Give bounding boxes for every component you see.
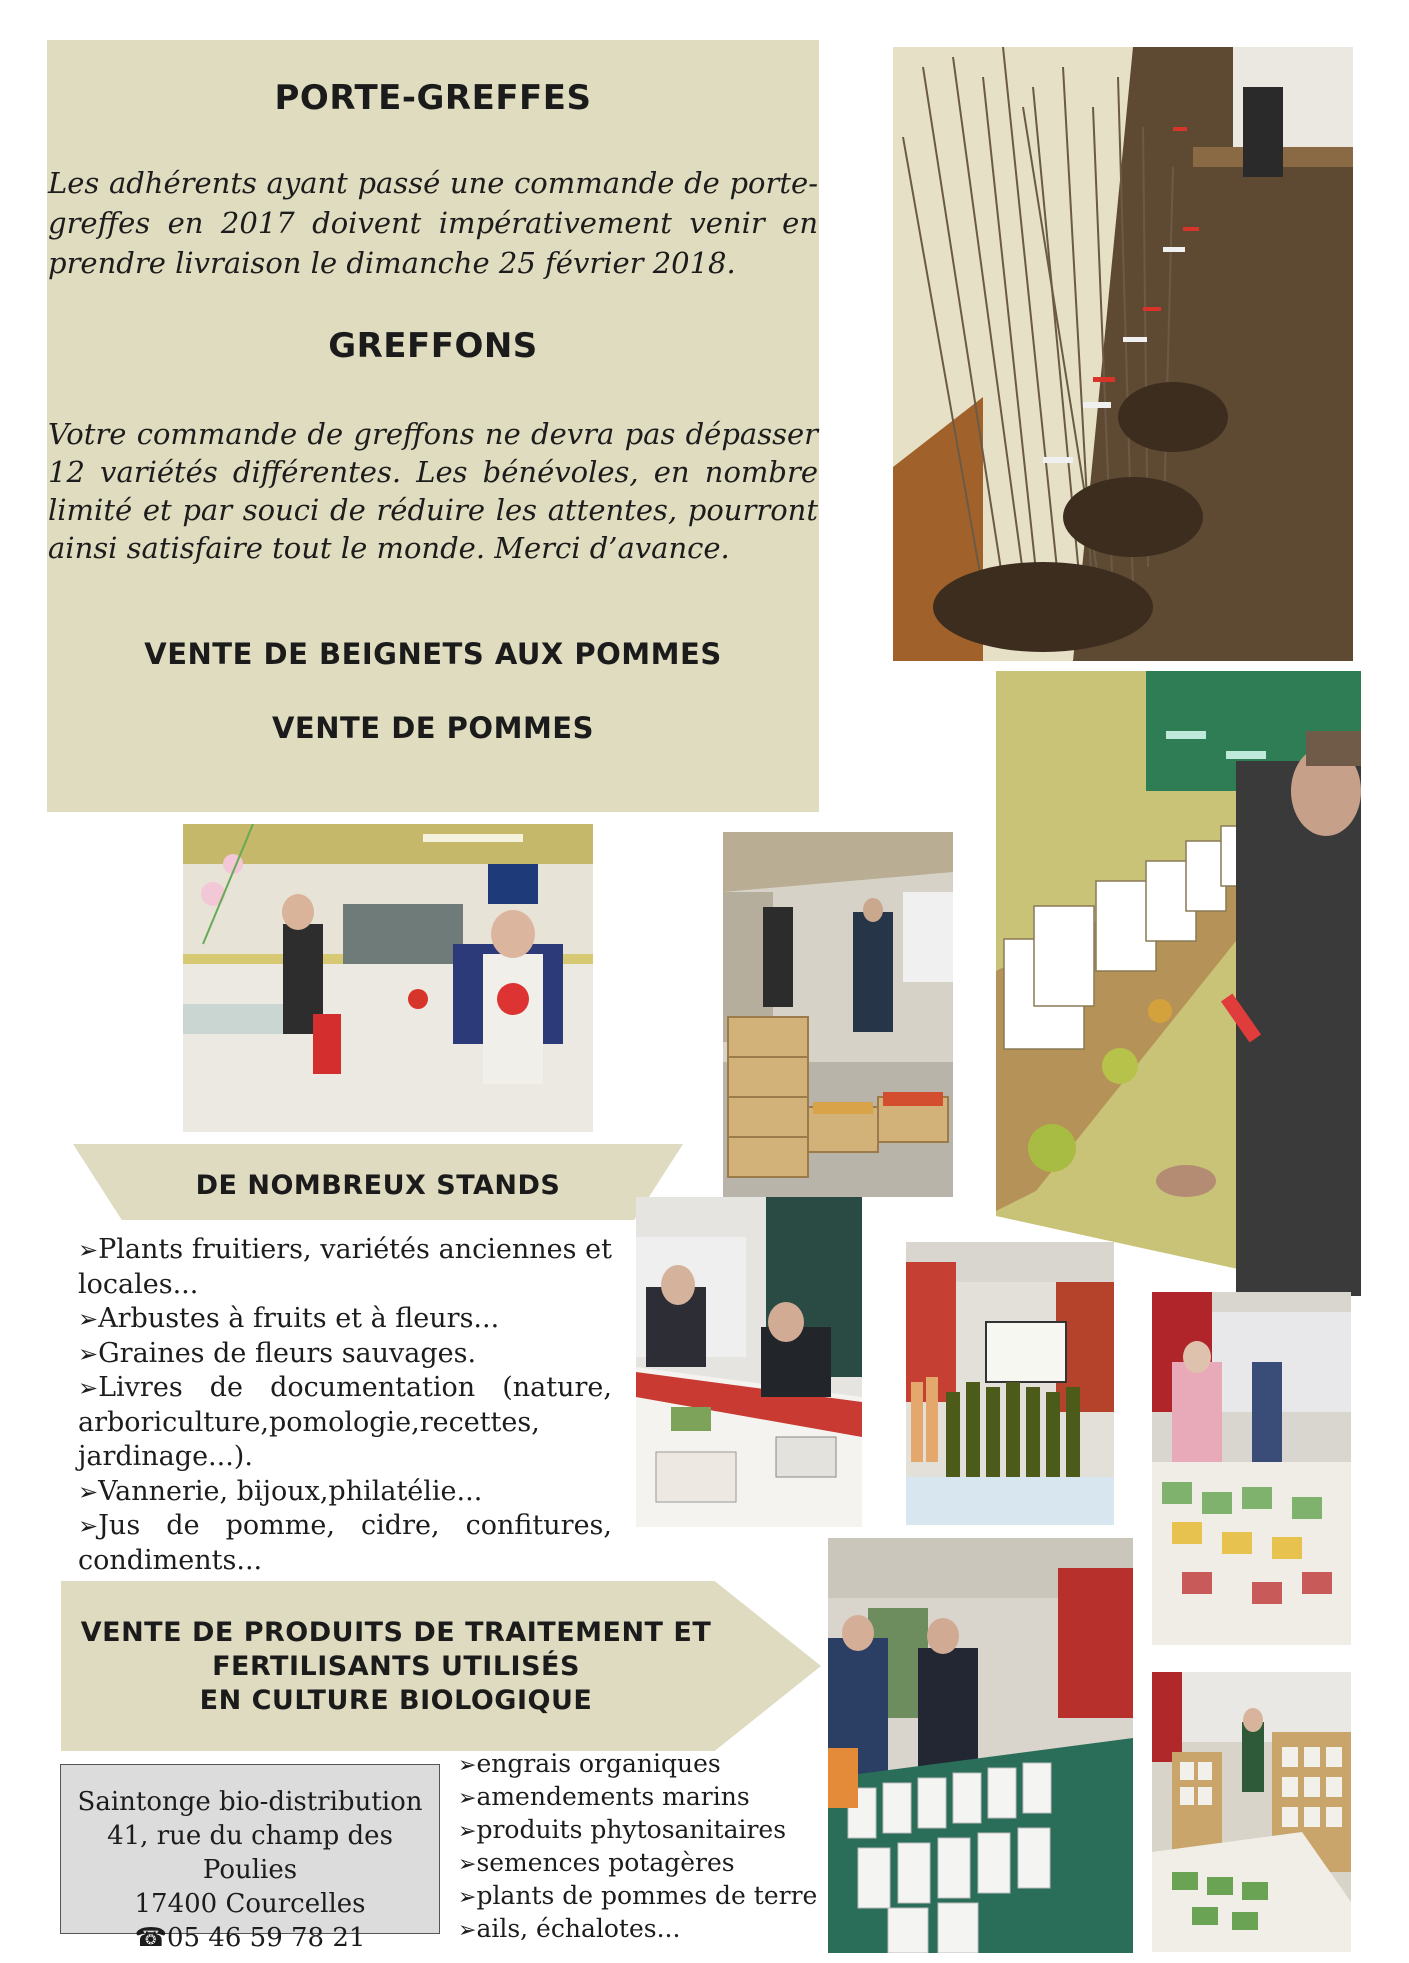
stand-item: ➢Jus de pomme, cidre, confitures, condiments...	[78, 1510, 612, 1576]
produit-item: ➢engrais organiques	[458, 1749, 721, 1778]
porte-greffes-text: Les adhérents ayant passé une commande de porte-greffes en 2017 doivent impérativement venir en prendre livraison le dimanche 25 février 2018.	[48, 166, 818, 280]
stands-list	[78, 1233, 612, 1578]
vente-beignets-label: VENTE DE BEIGNETS AUX POMMES	[144, 637, 722, 671]
stand-item: ➢Livres de documentation (nature, arboriculture,pomologie,recettes, jardinage...).	[78, 1372, 612, 1472]
photo-seed-stand	[1152, 1292, 1351, 1645]
produits-line-2: FERTILISANTS UTILISÉS	[212, 1651, 580, 1682]
stands-title: DE NOMBREUX STANDS	[195, 1170, 561, 1201]
photo-seed-display	[1152, 1672, 1351, 1952]
produit-item: ➢semences potagères	[458, 1848, 735, 1877]
arrow-bullet-icon: ➢	[458, 1918, 477, 1943]
photo-book-stand	[636, 1197, 862, 1527]
photo-rootstocks	[893, 47, 1353, 661]
photo-beignet-kitchen	[183, 824, 593, 1132]
photo-apple-display	[996, 671, 1361, 1296]
produit-item: ➢produits phytosanitaires	[458, 1815, 787, 1844]
arrow-bullet-icon: ➢	[458, 1852, 477, 1877]
supplier-city: 17400 Courcelles	[134, 1889, 366, 1919]
produits-list	[458, 1748, 828, 1946]
vente-pommes-label: VENTE DE POMMES	[271, 711, 594, 745]
arrow-bullet-icon: ➢	[458, 1819, 477, 1844]
arrow-bullet-icon: ➢	[78, 1305, 99, 1333]
supplier-address	[60, 1764, 440, 1953]
arrow-bullet-icon: ➢	[78, 1374, 99, 1402]
stand-item: ➢Arbustes à fruits et à fleurs...	[78, 1303, 500, 1334]
porte-greffes-title: PORTE-GREFFES	[274, 78, 592, 118]
stand-item: ➢Plants fruitiers, variétés anciennes et locales...	[78, 1234, 612, 1300]
stand-item: ➢Graines de fleurs sauvages.	[78, 1337, 477, 1369]
arrow-bullet-icon: ➢	[78, 1512, 99, 1540]
stand-item: ➢Vannerie, bijoux,philatélie...	[78, 1475, 483, 1507]
supplier-phone: ☎05 46 59 78 21	[134, 1923, 366, 1953]
photo-bio-products	[828, 1538, 1133, 1953]
arrow-bullet-icon: ➢	[458, 1753, 477, 1778]
arrow-bullet-icon: ➢	[78, 1477, 99, 1506]
produit-item: ➢plants de pommes de terre	[458, 1881, 818, 1910]
produits-line-1: VENTE DE PRODUITS DE TRAITEMENT ET	[80, 1617, 712, 1648]
produit-item: ➢ails, échalotes...	[458, 1914, 681, 1943]
produit-item: ➢amendements marins	[458, 1782, 750, 1811]
greffons-text: Votre commande de greffons ne devra pas dépasser 12 variétés différentes. Les bénévoles, en nombre limité et par souci de réduire les attentes, pourront ainsi satisfaire tout le monde. Merci d’avance.	[48, 417, 818, 565]
arrow-bullet-icon: ➢	[458, 1786, 477, 1811]
photo-cider-stand	[906, 1242, 1114, 1525]
phone-icon: ☎	[134, 1923, 167, 1953]
arrow-bullet-icon: ➢	[458, 1885, 477, 1910]
supplier-name: Saintonge bio-distribution	[77, 1787, 423, 1817]
produits-line-3: EN CULTURE BIOLOGIQUE	[199, 1685, 593, 1716]
arrow-bullet-icon: ➢	[78, 1339, 99, 1368]
supplier-street: 41, rue du champ des Poulies	[107, 1821, 393, 1885]
greffons-title: GREFFONS	[328, 326, 538, 366]
photo-outdoor-stall	[723, 832, 953, 1197]
arrow-bullet-icon: ➢	[78, 1236, 99, 1264]
